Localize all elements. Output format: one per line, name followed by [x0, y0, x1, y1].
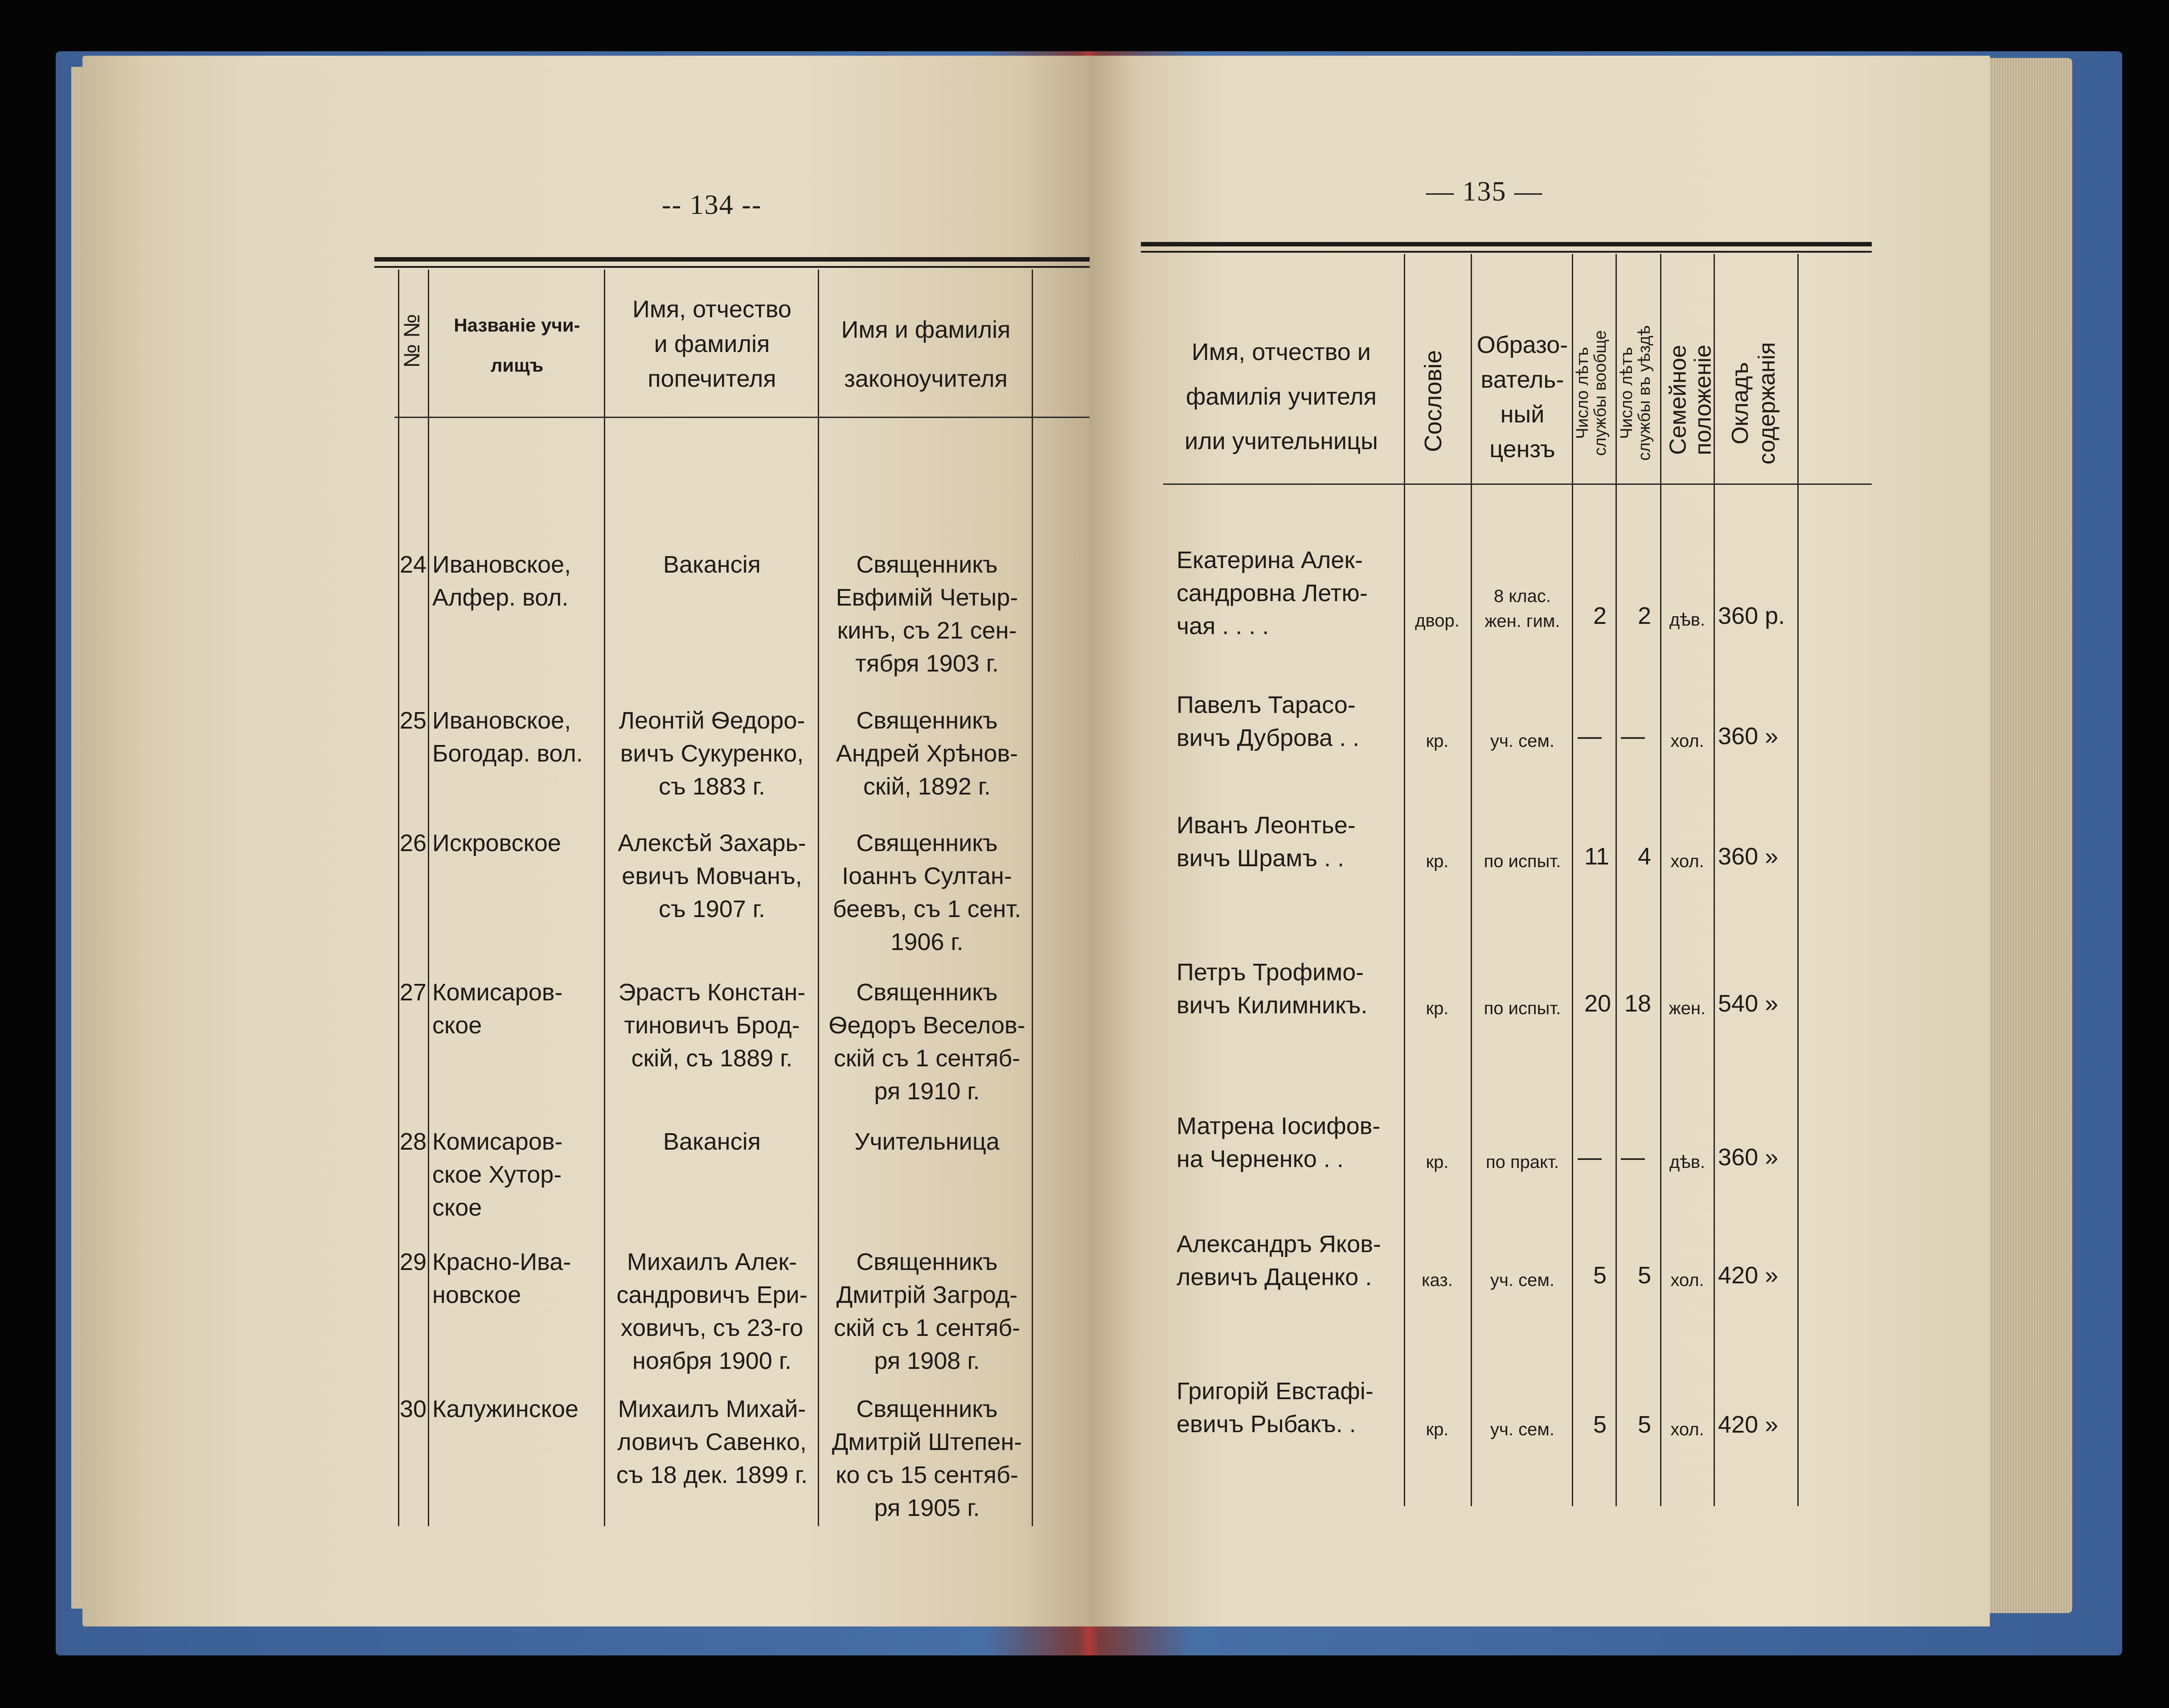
header-num: № № [399, 314, 424, 368]
row-25-num: 25 [400, 707, 427, 734]
row-1-teacher: Екатерина Алек- сандровна Летю- чая . . . . [1177, 547, 1368, 639]
row-26-priest: Священникъ Іоаннъ Султан- беевъ, съ 1 сент. 1906 г. [832, 830, 1021, 955]
row-27-school: Комисаров- ское [432, 979, 563, 1039]
row-29-num: 29 [400, 1249, 427, 1275]
row-7-salary: 420 » [1718, 1411, 1779, 1438]
row-27-priest: Священникъ Ѳедоръ Веселов- скій съ 1 сентяб- ря 1910 г. [828, 979, 1025, 1105]
row-6-years-district: 5 [1638, 1262, 1652, 1289]
row-6-education: уч. сем. [1490, 1270, 1554, 1290]
col-line [1660, 254, 1661, 1506]
row-2-family: хол. [1670, 731, 1704, 751]
row-2-years-total: — [1578, 723, 1602, 750]
top-rule [1141, 242, 1872, 246]
row-5-teacher: Матрена Іосифов- на Черненко . . [1177, 1113, 1381, 1172]
row-3-salary: 360 » [1718, 843, 1779, 870]
row-25-trustee: Леонтій Ѳедоро- вичъ Сукуренко, съ 1883 г. [619, 707, 805, 800]
row-4-years-total: 20 [1584, 990, 1611, 1017]
row-26-num: 26 [400, 830, 427, 856]
col-line [1797, 254, 1799, 1506]
header-estate: Сословіе [1420, 350, 1447, 452]
col-line [1471, 254, 1472, 1506]
row-6-estate: каз. [1422, 1270, 1453, 1290]
row-3-teacher: Иванъ Леонтье- вичъ Шрамъ . . [1177, 812, 1356, 872]
col-line [1572, 254, 1573, 1506]
top-rule-thin [374, 266, 1132, 268]
col-line [428, 270, 429, 1526]
row-28-priest: Учительница [854, 1128, 1000, 1155]
row-24-num: 24 [400, 551, 427, 578]
row-30-priest: Священникъ Дмитрій Штепен- ко съ 15 сентяб- ря 1905 г. [832, 1396, 1022, 1521]
header-years-total: Число лѣтъ службы вообще [1573, 330, 1610, 456]
header-salary: Окладъ содержанія [1727, 342, 1780, 465]
row-26-trustee: Алексѣй Захарь- евичъ Мовчанъ, съ 1907 г. [618, 830, 806, 922]
row-1-estate: двор. [1415, 611, 1460, 631]
row-24-priest: Священникъ Евфимій Четыр- кинъ, съ 21 сен- тября 1903 г. [836, 551, 1018, 677]
header-priest: Имя и фамилія законоучителя [841, 316, 1011, 392]
row-29-trustee: Михаилъ Алек- сандровичъ Ери- ховичъ, съ 23-го ноября 1900 г. [616, 1249, 808, 1374]
row-7-family: хол. [1670, 1420, 1704, 1439]
row-3-years-total: 11 [1584, 843, 1610, 870]
row-4-family: жен. [1669, 999, 1706, 1018]
row-27-num: 27 [400, 979, 427, 1006]
header-years-district: Число лѣтъ службы въ уѣздѣ [1617, 325, 1654, 461]
row-4-salary: 540 » [1718, 990, 1779, 1017]
header-family: Семейное положеніе [1665, 344, 1716, 455]
page-number: -- 134 -- [662, 190, 762, 220]
header-rule [394, 417, 1125, 418]
row-30-num: 30 [400, 1396, 427, 1422]
row-7-teacher: Григорій Евстафі- евичъ Рыбакъ. . [1177, 1378, 1374, 1438]
header-teacher: Имя, отчество и фамилія учителя или учительницы [1185, 339, 1378, 455]
row-5-estate: кр. [1426, 1152, 1449, 1172]
row-28-trustee: Вакансія [663, 1128, 761, 1155]
row-7-education: уч. сем. [1490, 1420, 1554, 1439]
row-7-years-total: 5 [1593, 1411, 1607, 1438]
row-1-salary: 360 р. [1718, 602, 1785, 629]
row-26-school: Искровское [432, 830, 561, 856]
row-3-years-district: 4 [1638, 843, 1652, 870]
row-28-school: Комисаров- ское Хутор- ское [432, 1128, 563, 1221]
row-2-teacher: Павелъ Тарасо- вичъ Дуброва . . [1177, 692, 1360, 751]
row-29-priest: Священникъ Дмитрій Загрод- скій съ 1 сентяб- ря 1908 г. [833, 1249, 1021, 1374]
col-line [818, 270, 819, 1526]
header-trustee: Имя, отчество и фамилія попечителя [632, 296, 791, 392]
col-line [398, 270, 399, 1526]
row-24-trustee: Вакансія [663, 551, 761, 578]
header-rule [1163, 483, 1872, 485]
row-6-family: хол. [1670, 1270, 1704, 1290]
row-3-estate: кр. [1426, 852, 1449, 871]
row-25-school: Ивановское, Богодар. вол. [432, 707, 583, 767]
row-28-num: 28 [400, 1128, 427, 1155]
row-2-salary: 360 » [1718, 723, 1779, 750]
row-1-years-district: 2 [1638, 602, 1652, 629]
row-4-years-district: 18 [1624, 990, 1652, 1017]
left-page [82, 56, 1090, 1626]
page-number: — 135 — [1426, 176, 1543, 207]
row-5-education: по практ. [1485, 1152, 1559, 1172]
row-30-trustee: Михаилъ Михай- ловичъ Савенко, съ 18 дек. 1899 г. [616, 1396, 808, 1488]
col-line [604, 270, 605, 1526]
row-2-education: уч. сем. [1490, 731, 1554, 751]
row-6-teacher: Александръ Яков- левичъ Даценко . [1177, 1231, 1381, 1290]
row-6-years-total: 5 [1593, 1262, 1607, 1289]
row-7-years-district: 5 [1638, 1411, 1652, 1438]
top-rule [374, 257, 1132, 262]
col-line [1404, 254, 1405, 1506]
row-7-estate: кр. [1426, 1420, 1449, 1439]
row-3-family: хол. [1670, 852, 1704, 871]
row-4-education: по испыт. [1484, 999, 1561, 1018]
row-4-estate: кр. [1426, 999, 1449, 1018]
row-5-years-district: — [1621, 1144, 1645, 1171]
right-page [1090, 56, 1990, 1626]
row-30-school: Калужинское [432, 1396, 579, 1422]
row-25-priest: Священникъ Андрей Хрѣнов- скій, 1892 г. [836, 707, 1018, 800]
row-29-school: Красно-Ива- новское [432, 1249, 571, 1308]
row-6-salary: 420 » [1718, 1262, 1779, 1289]
right-page-edges [1990, 58, 2072, 1613]
row-2-estate: кр. [1426, 731, 1449, 751]
header-school: Названіе учи- лищъ [454, 315, 580, 376]
row-27-trustee: Эрастъ Констан- тиновичъ Брод- скій, съ 1889 г. [618, 979, 806, 1072]
row-1-education: 8 клас. жен. гим. [1484, 586, 1560, 631]
header-education: Образо- ватель- ный цензъ [1476, 332, 1568, 463]
row-3-education: по испыт. [1484, 852, 1561, 871]
row-4-teacher: Петръ Трофимо- вичъ Килимникъ. [1177, 959, 1368, 1019]
row-5-family: дѣв. [1669, 1152, 1706, 1172]
row-1-family: дѣв. [1669, 610, 1706, 630]
row-2-years-district: — [1621, 723, 1645, 750]
col-line [1615, 254, 1617, 1506]
row-24-school: Ивановское, Алфер. вол. [432, 551, 571, 611]
row-5-salary: 360 » [1718, 1144, 1779, 1171]
row-1-years-total: 2 [1593, 602, 1607, 629]
top-rule-thin [1141, 251, 1872, 253]
row-5-years-total: — [1578, 1144, 1602, 1171]
